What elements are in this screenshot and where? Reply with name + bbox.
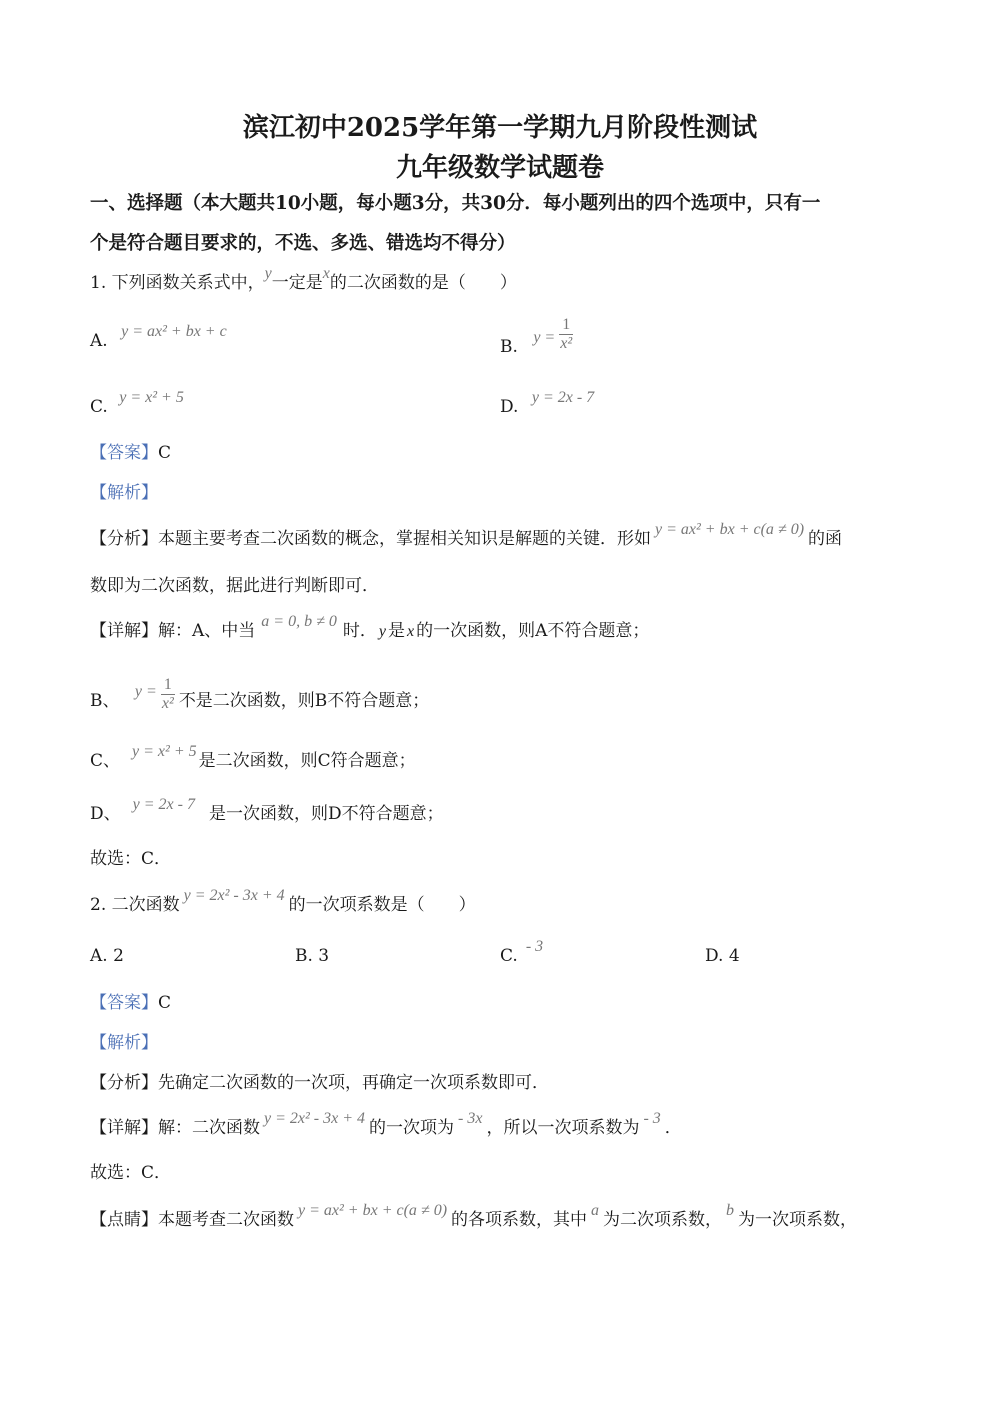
q1-detail: 【详解】解：A、中当 a = 0, b ≠ 0 时． y 是 x 的一次函数，则A不符合题意； <box>90 613 650 641</box>
q1-answer: 【答案】C <box>90 443 172 463</box>
q1-option-d: D. y = 2x - 7 <box>500 389 595 417</box>
q1-stem-var-y: y <box>264 265 272 282</box>
q1-stem: 1. 下列函数关系式中，y一定是x的二次函数的是（ ） <box>90 265 517 293</box>
q1-detail-b: B、 y = $\frac{1}{\text{x²}}$ 不是二次函数，则B不符合题意； <box>90 676 430 712</box>
q1-detail-d: D、 y = 2x - 7 是一次函数，则D不符合题意； <box>90 796 444 824</box>
page-title: 滨江初中2025学年第一学期九月阶段性测试 <box>242 113 758 143</box>
q1-option-c: C. y = x² + 5 <box>90 389 184 417</box>
q1-choose: 故选：C． <box>90 849 172 869</box>
q1-option-b-math: y = $\frac{1}{\text{x²}}$ <box>533 316 573 352</box>
q1-option-b: B. y = $\frac{1}{\text{x²}}$ <box>500 316 573 358</box>
q2-answer: 【答案】C <box>90 993 172 1013</box>
q1-analysis-tag: 【解析】 <box>90 483 158 503</box>
page-subtitle: 九年级数学试题卷 <box>395 153 604 183</box>
q1-stem-var-x: x <box>322 265 330 282</box>
q2-option-c: C. - 3 <box>500 938 544 966</box>
q2-dianjing: 【点睛】本题考查二次函数 y = ax² + bx + c(a ≠ 0) 的各项系数，其中 a 为二次项系数， b 为一次项系数， <box>90 1202 858 1230</box>
q1-fenxi: 【分析】本题主要考查二次函数的概念，掌握相关知识是解题的关键．形如 y = ax² + bx + c(a ≠ 0) 的函 <box>90 521 843 549</box>
q2-option-a: A. 2 <box>90 946 124 966</box>
q2-option-d: D. 4 <box>705 946 740 966</box>
q1-fenxi-line2: 数即为二次函数，据此进行判断即可． <box>90 576 379 596</box>
q2-fenxi: 【分析】先确定二次函数的一次项，再确定一次项系数即可． <box>90 1073 549 1093</box>
q1-option-a-math: y = ax² + bx + c <box>121 323 227 340</box>
section-heading-line1: 一、选择题（本大题共10小题，每小题3分，共30分．每小题列出的四个选项中，只有一 <box>90 193 821 214</box>
q1-option-c-math: y = x² + 5 <box>119 389 184 406</box>
q1-option-a: A. y = ax² + bx + c <box>90 323 227 351</box>
q2-detail: 【详解】解：二次函数 y = 2x² - 3x + 4 的一次项为 - 3x ，所以一次项系数为 - 3 ． <box>90 1110 682 1138</box>
q1-option-d-math: y = 2x - 7 <box>531 389 595 406</box>
q2-choose: 故选：C． <box>90 1163 172 1183</box>
q2-stem: 2. 二次函数 y = 2x² - 3x + 4 的一次项系数是（ ） <box>90 887 476 915</box>
q1-detail-c: C、 y = x² + 5 是二次函数，则C符合题意； <box>90 743 416 771</box>
answer-tag: 【答案】 <box>90 443 158 463</box>
section-heading-line2: 个是符合题目要求的，不选、多选、错选均不得分） <box>90 233 516 254</box>
q2-option-b: B. 3 <box>295 946 330 966</box>
q2-analysis-tag: 【解析】 <box>90 1033 158 1053</box>
